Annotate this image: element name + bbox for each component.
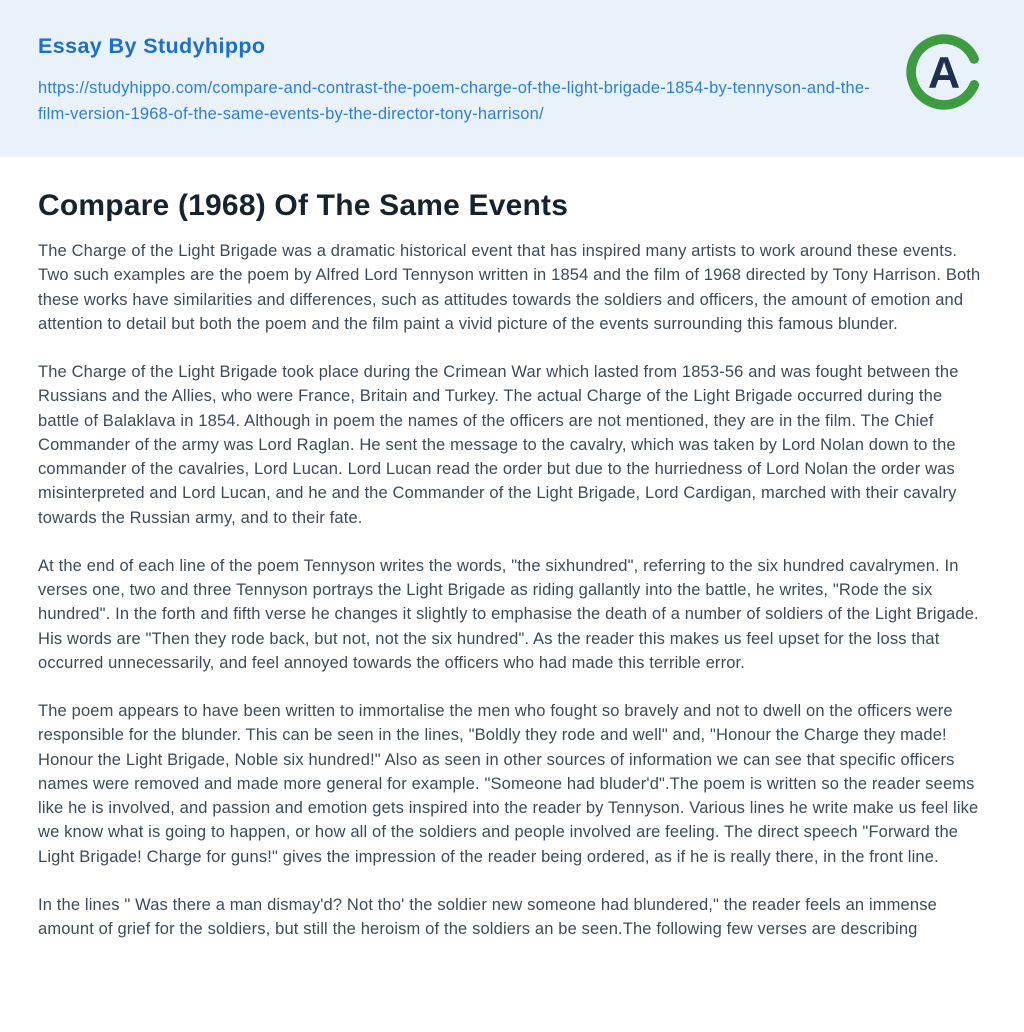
essay-paragraph: The Charge of the Light Brigade took place during the Crimean War which lasted from 1853-56 and was fought between the Russians and the Allies, who were France, Britain and Turkey. The actual Charge of the Light Brigade occurred during the battle of Balaklava in 1854. Although in poem the names of the officers are not mentioned, they are in the film. The Chief Commander of the army was Lord Raglan. He sent the message to the cavalry, which was taken by Lord Nolan down to the commander of the cavalries, Lord Lucan. Lord Lucan read the order but due to the hurriedness of Lord Nolan the order was misinterpreted and Lord Lucan, and he and the Commander of the Light Brigade, Lord Cardigan, marched with their cavalry towards the Russian army, and to their fate. <box>38 363 959 527</box>
logo-letter: A <box>927 48 961 98</box>
essay-paragraph: The Charge of the Light Brigade was a dramatic historical event that has inspired many artists to work around these events. Two such examples are the poem by Alfred Lord Tennyson written in 1854 and the film of 1968 directed by Tony Harrison. Both these works have similarities and differences, such as attitudes towards the soldiers and officers, the amount of emotion and attention to detail but both the poem and the film paint a vivid picture of the events surrounding this famous blunder. <box>38 242 981 333</box>
header-text-block <box>38 34 878 127</box>
brand-title: Essay By Studyhippo <box>38 34 266 58</box>
source-url-link[interactable]: https://studyhippo.com/compare-and-contrast-the-poem-charge-of-the-light-brigade-1854-by-tennyson-and-the-film-version-1968-of-the-same-events-by-the-director-tony-harrison/ <box>38 79 870 123</box>
essay-paragraph: At the end of each line of the poem Tennyson writes the words, "the sixhundred", referring to the six hundred cavalrymen. In verses one, two and three Tennyson portrays the Light Brigade as riding gallantly into the battle, he writes, "Rode the six hundred". In the forth and fifth verse he changes it slightly to emphasise the death of a number of soldiers of the Light Brigade. His words are "Then they rode back, but not, not the six hundred". As the reader this makes us feel upset for the loss that occurred unnecessarily, and feel annoyed towards the officers who had made this terrible error. <box>38 556 979 672</box>
page-header <box>0 0 1024 157</box>
studyhippo-logo-icon <box>904 32 984 117</box>
essay-paragraph: In the lines " Was there a man dismay'd? Not tho' the soldier new someone had blundered," the reader feels an immense amount of grief for the soldiers, but still the heroism of the soldiers an be seen.The following few verses are describing <box>38 895 937 939</box>
page-title: Compare (1968) Of The Same Events <box>38 189 569 223</box>
essay-article <box>0 157 1024 961</box>
essay-paragraph: The poem appears to have been written to immortalise the men who fought so bravely and not to dwell on the officers were responsible for the blunder. This can be seen in the lines, "Boldly they rode and well" and, "Honour the Charge they made! Honour the Light Brigade, Noble six hundred!" Also as seen in other sources of information we can see that specific officers names were removed and made more general for example. "Someone had bluder'd".The poem is written so the reader seems like he is involved, and passion and emotion gets inspired into the reader by Tennyson. Various lines he write make us feel like we know what is going to happen, or how all of the soldiers and people involved are feeling. The direct speech "Forward the Light Brigade! Charge for guns!" gives the impression of the reader being ordered, as if he is really there, in the front line. <box>38 702 979 866</box>
